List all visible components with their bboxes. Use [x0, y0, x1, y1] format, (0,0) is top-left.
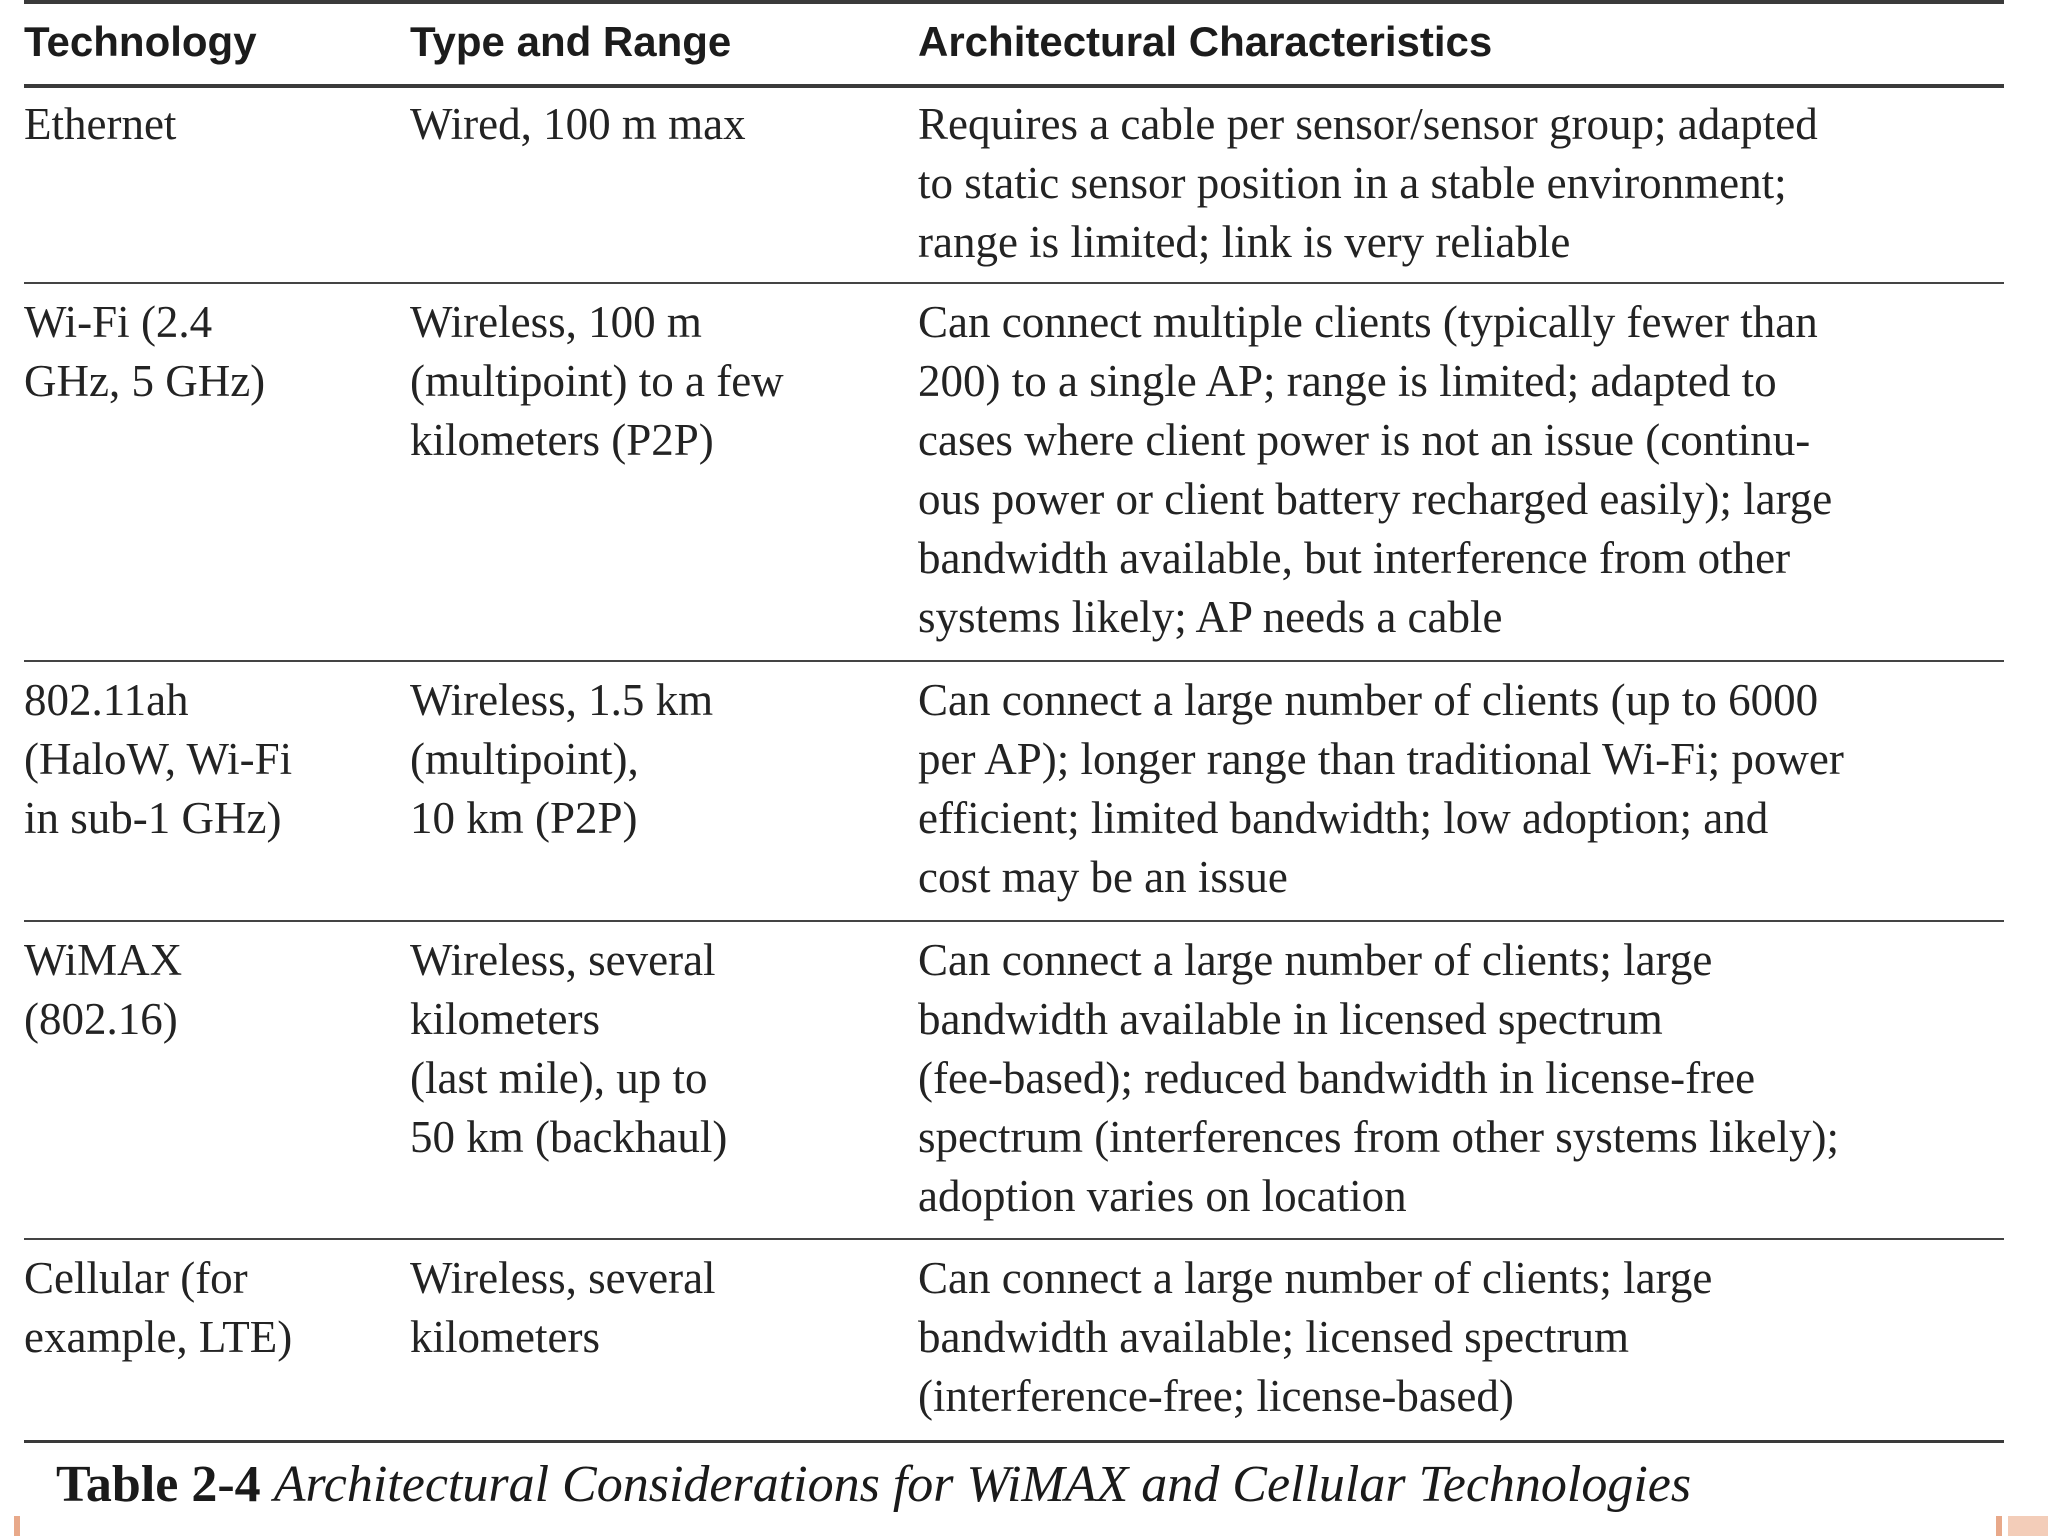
table-caption: [56, 1455, 2016, 1514]
cell-type-range: Wireless, 1.5 km (multipoint), 10 km (P2P): [410, 675, 714, 843]
slide-accent-mark: [1996, 1516, 2002, 1536]
cell-technology: WiMAX (802.16): [24, 935, 183, 1044]
cell-type-range: Wired, 100 m max: [410, 99, 746, 149]
cell-type-range: Wireless, 100 m (multipoint) to a few kilometers (P2P): [410, 297, 784, 465]
row-separator: [24, 920, 2004, 922]
cell-technology: Ethernet: [24, 99, 177, 149]
cell-type-range: Wireless, several kilometers: [410, 1253, 716, 1362]
table-top-rule: [24, 0, 2004, 4]
cell-characteristics: Can connect multiple clients (typically fewer than 200) to a single AP; range is limited; adapted to cases where client power is not an issue (continu- ous power or client battery recharged easily); large bandwidth available, but interference from other systems likely; AP needs a cable: [918, 297, 1833, 642]
caption-title: Architectural Considerations for WiMAX and Cellular Technologies: [273, 1456, 1692, 1513]
cell-technology: 802.11ah (HaloW, Wi-Fi in sub-1 GHz): [24, 675, 293, 843]
table-header-rule: [24, 84, 2004, 88]
cell-type-range: Wireless, several kilometers (last mile), up to 50 km (backhaul): [410, 935, 728, 1162]
row-separator: [24, 660, 2004, 662]
header-architectural-characteristics: Architectural Characteristics: [918, 18, 1493, 65]
cell-technology: Wi-Fi (2.4 GHz, 5 GHz): [24, 297, 266, 406]
header-type-and-range: Type and Range: [410, 18, 732, 65]
cell-characteristics: Requires a cable per sensor/sensor group; adapted to static sensor position in a stable environment; range is limited; link is very reliable: [918, 99, 1818, 267]
caption-number: Table 2-4: [56, 1456, 261, 1513]
row-separator: [24, 1238, 2004, 1240]
table-bottom-rule: [24, 1440, 2004, 1443]
cell-characteristics: Can connect a large number of clients; large bandwidth available; licensed spectrum (interference-free; license-based): [918, 1253, 1713, 1421]
row-separator: [24, 282, 2004, 284]
header-technology: Technology: [24, 18, 257, 65]
slide-accent-mark: [14, 1516, 20, 1536]
slide-accent-mark: [2008, 1516, 2048, 1536]
cell-characteristics: Can connect a large number of clients (up to 6000 per AP); longer range than traditional Wi-Fi; power efficient; limited bandwidth; low adoption; and cost may be an issue: [918, 675, 1844, 902]
cell-technology: Cellular (for example, LTE): [24, 1253, 293, 1362]
table-header: [0, 14, 2048, 82]
cell-characteristics: Can connect a large number of clients; large bandwidth available in licensed spectrum (fee-based); reduced bandwidth in license-free spectrum (interferences from other systems likely); adoption varies on location: [918, 935, 1839, 1221]
